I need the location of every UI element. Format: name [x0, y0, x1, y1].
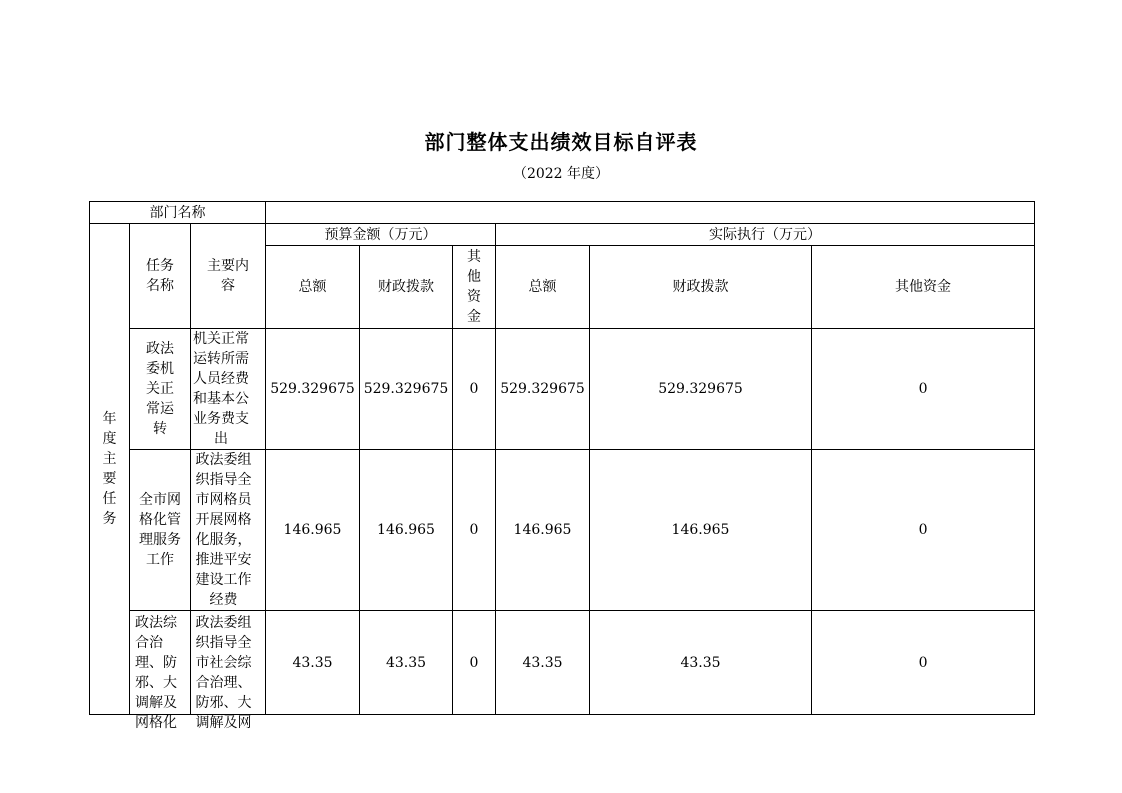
side-label: 年度主要任务: [102, 411, 117, 527]
actual-total-value: 43.35: [496, 611, 590, 715]
task-name-cell: [130, 611, 191, 731]
budget-total-header: 总额: [266, 246, 360, 329]
dept-name-value: [266, 202, 1035, 224]
budget-total-value: 146.965: [266, 450, 360, 611]
budget-other-value: 0: [453, 611, 496, 715]
budget-fiscal-header: 财政拨款: [360, 246, 453, 329]
budget-total-value: 529.329675: [266, 329, 360, 450]
performance-table: [89, 201, 1035, 731]
task-content: 机关正常运转所需人员经费和基本公业务费支出: [193, 331, 249, 447]
dept-row: [90, 202, 1035, 224]
dept-name-label: 部门名称: [90, 202, 266, 224]
task-name-header: 任务名称: [146, 258, 174, 294]
actual-total-value: 146.965: [496, 450, 590, 611]
budget-amount-header: 预算金额（万元）: [266, 224, 496, 246]
task-name-cell: [130, 329, 191, 450]
budget-other-header-cell: [453, 246, 496, 329]
task-name-cell: [130, 450, 191, 611]
task-content-cell: [191, 450, 266, 611]
task-content-clip: [191, 611, 265, 731]
task-content: 政法委组织指导全市网格员开展网格化服务，推进平安建设工作经费: [195, 452, 252, 608]
task-content-cell: [191, 611, 266, 731]
task-content-cell: [191, 329, 266, 450]
actual-fiscal-value: 529.329675: [590, 329, 812, 450]
actual-fiscal-value: 43.35: [590, 611, 812, 715]
budget-fiscal-value: 146.965: [360, 450, 453, 611]
budget-fiscal-value: 529.329675: [360, 329, 453, 450]
actual-total-header: 总额: [496, 246, 590, 329]
actual-total-value: 529.329675: [496, 329, 590, 450]
table-row: [90, 329, 1035, 450]
actual-other-value: 0: [812, 611, 1035, 715]
budget-other-header: 其他资金: [467, 249, 481, 325]
task-name-header-cell: [130, 224, 191, 329]
budget-other-value: 0: [453, 450, 496, 611]
page-subtitle: （2022 年度）: [512, 166, 610, 182]
budget-other-value: 0: [453, 329, 496, 450]
task-name: 政法委机关正常运转: [146, 341, 174, 437]
task-content: 政法委组织指导全市社会综合治理、防邪、大调解及网: [195, 615, 252, 731]
main-content-header-cell: [191, 224, 266, 329]
actual-other-value: 0: [812, 450, 1035, 611]
actual-fiscal-value: 146.965: [590, 450, 812, 611]
budget-total-value: 43.35: [266, 611, 360, 715]
table-row: [90, 611, 1035, 715]
task-name-clip: [130, 611, 190, 731]
table-row: [90, 450, 1035, 611]
header-group-row: [90, 224, 1035, 246]
actual-fiscal-header: 财政拨款: [590, 246, 812, 329]
budget-fiscal-value: 43.35: [360, 611, 453, 715]
page-title: 部门整体支出绩效目标自评表: [424, 130, 698, 154]
task-name: 全市网格化管理服务工作: [139, 492, 181, 568]
actual-other-header: 其他资金: [812, 246, 1035, 329]
side-label-cell: [90, 224, 130, 715]
actual-other-value: 0: [812, 329, 1035, 450]
task-name: 政法综合治理、防邪、大调解及网格化: [135, 615, 177, 731]
main-content-header: 主要内容: [207, 258, 249, 294]
actual-execution-header: 实际执行（万元）: [496, 224, 1035, 246]
